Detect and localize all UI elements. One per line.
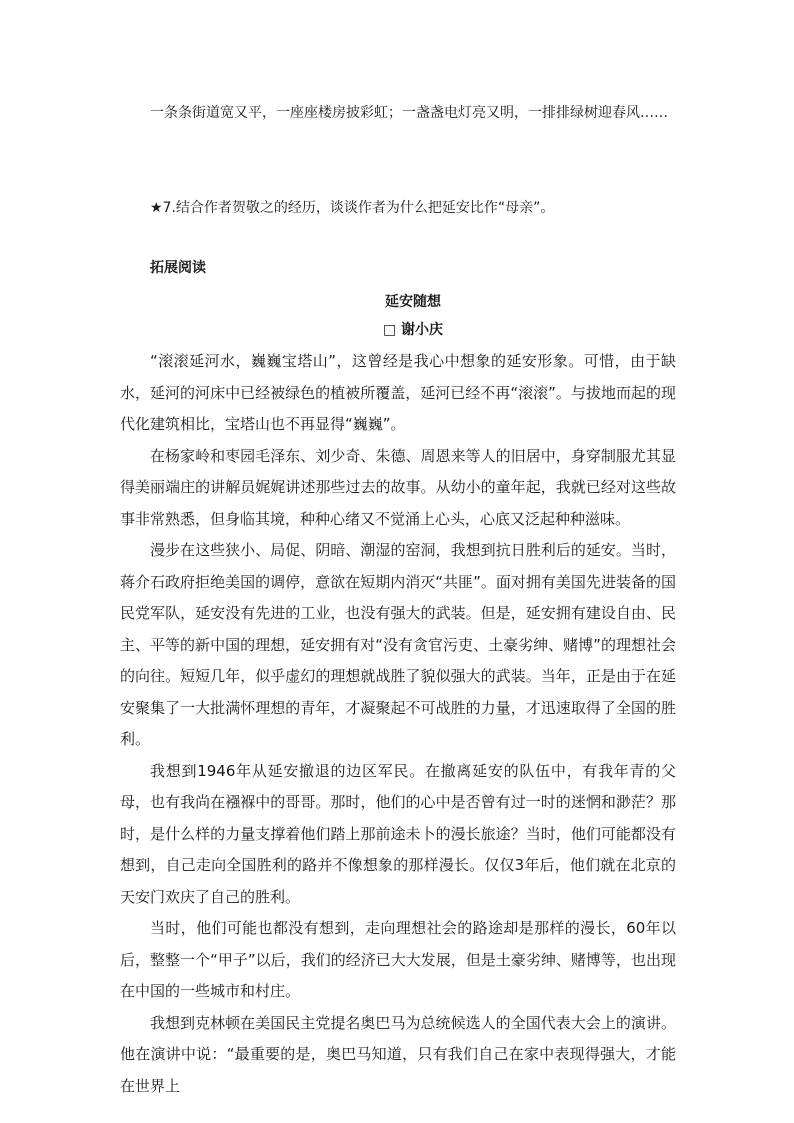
article-body <box>120 346 676 1102</box>
question-7: ★7.结合作者贺敬之的经历，谈谈作者为什么把延安比作“母亲”。 <box>150 200 555 216</box>
section-heading: 拓展阅读 <box>150 260 206 276</box>
article-title: 延安随想 <box>385 294 441 310</box>
article-paragraph-3: 漫步在这些狭小、局促、阴暗、潮湿的窑洞，我想到抗日胜利后的延安。当时，蒋介石政府拒绝美国的调停，意欲在短期内消灭“共匪”。面对拥有美国先进装备的国民党军队，延安没有先进的工业，也没有强大的武装。但是，延安拥有建设自由、民主、平等的新中国的理想，延安拥有对“没有贪官污吏、土豪劣绅、赌博”的理想社会的向往。短短几年，似乎虚幻的理想就战胜了貌似强大的武装。当年，正是由于在延安聚集了一大批满怀理想的青年，才凝聚起不可战胜的力量，才迅速取得了全国的胜利。 <box>120 541 676 748</box>
article-author: □ 谢小庆 <box>382 322 444 338</box>
article-paragraph-4: 我想到1946年从延安撤退的边区军民。在撤离延安的队伍中，有我年青的父母，也有我尚在襁褓中的哥哥。那时，他们的心中是否曾有过一时的迷惘和渺茫？那时，是什么样的力量支撑着他们踏上那前途未卜的漫长旅途？当时，他们可能都没有想到，自己走向全国胜利的路并不像想象的那样漫长。仅仅3年后，他们就在北京的天安门欢庆了自己的胜利。 <box>120 761 676 906</box>
article-paragraph-5: 当时，他们可能也都没有想到，走向理想社会的路途却是那样的漫长，60年以后，整整一个“甲子”以后，我们的经济已大大发展，但是土豪劣绅、赌博等，也出现在中国的一些城市和村庄。 <box>120 919 676 1000</box>
article-paragraph-1: “滚滚延河水，巍巍宝塔山”，这曾经是我心中想象的延安形象。可惜，由于缺水，延河的河床中已经被绿色的植被所覆盖，延河已经不再“滚滚”。与拔地而起的现代化建筑相比，宝塔山也不再显得“巍巍”。 <box>120 352 676 433</box>
article-paragraph-6: 我想到克林顿在美国民主党提名奥巴马为总统候选人的全国代表大会上的演讲。他在演讲中说：“最重要的是，奥巴马知道，只有我们自己在家中表现得强大，才能在世界上 <box>120 1013 676 1095</box>
prior-text-line: 一条条街道宽又平，一座座楼房披彩虹；一盏盏电灯亮又明，一排排绿树迎春风…… <box>150 105 668 121</box>
article-paragraph-2: 在杨家岭和枣园毛泽东、刘少奇、朱德、周恩来等人的旧居中，身穿制服尤其显得美丽端庄的讲解员娓娓讲述那些过去的故事。从幼小的童年起，我就已经对这些故事非常熟悉，但身临其境，种种心绪又不觉涌上心头，心底又泛起种种滋味。 <box>120 446 676 528</box>
